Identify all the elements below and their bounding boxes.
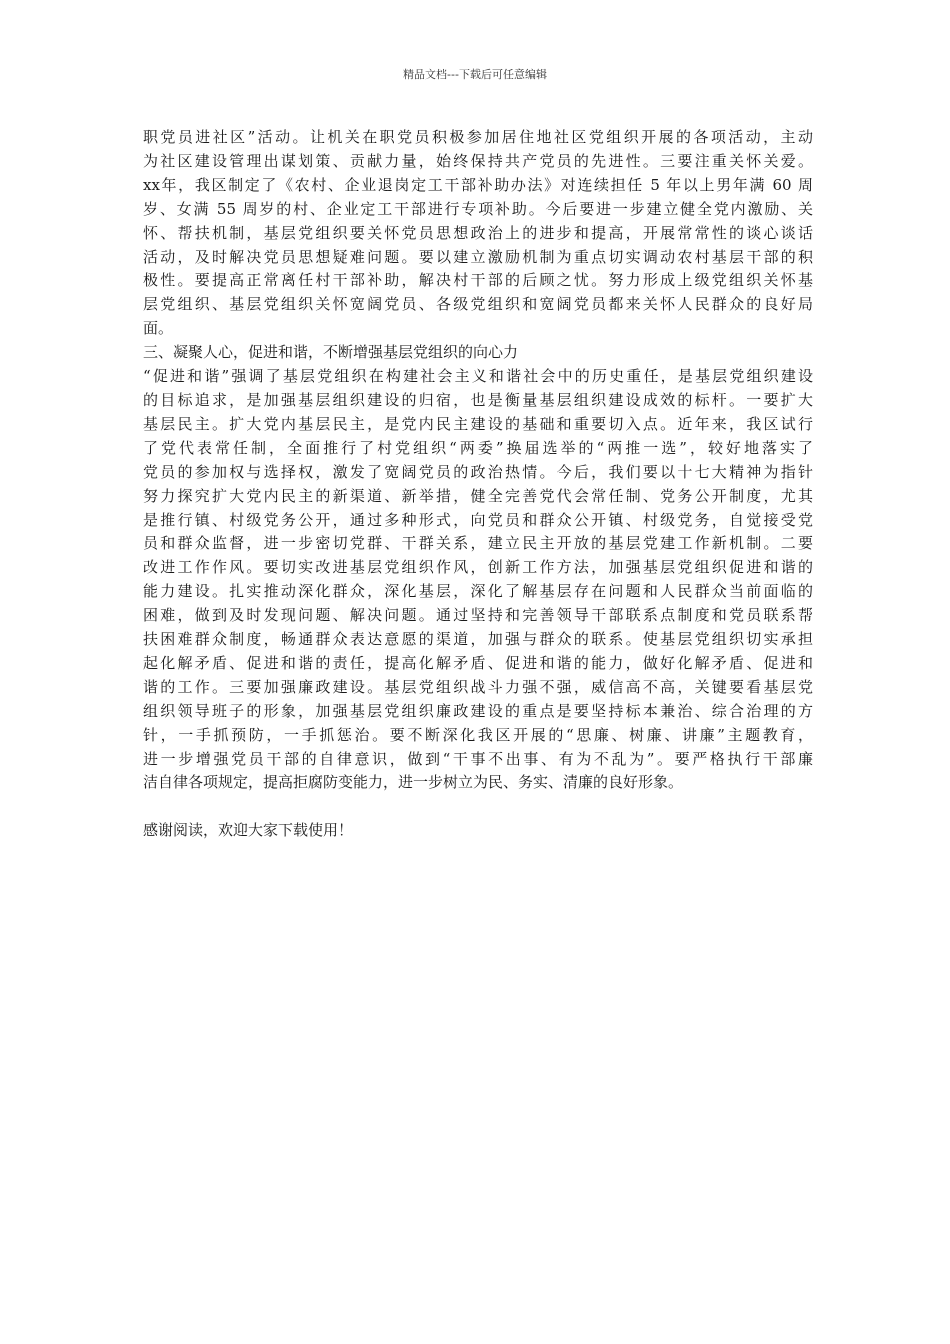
body-line: 员和群众监督，进一步密切党群、干群关系，建立民主开放的基层党建工作新机制。二要 [143, 534, 813, 553]
body-line: 起化解矛盾、促进和谐的责任，提高化解矛盾、促进和谐的能力，做好化解矛盾、促进和 [143, 653, 813, 672]
body-line: 为社区建设管理出谋划策、贡献力量，始终保持共产党员的先进性。三要注重关怀关爱。 [143, 151, 813, 170]
body-line: 层党组织、基层党组织关怀宽阔党员、各级党组织和宽阔党员都来关怀人民群众的良好局 [143, 295, 813, 314]
body-line: “促进和谐”强调了基层党组织在构建社会主义和谐社会中的历史重任，是基层党组织建设 [143, 367, 813, 386]
body-line: 洁自律各项规定，提高拒腐防变能力，进一步树立为民、务实、清廉的良好形象。 [143, 773, 684, 792]
body-line: 极性。要提高正常离任村干部补助，解决村干部的后顾之忧。努力形成上级党组织关怀基 [143, 271, 813, 290]
body-line: 面。 [143, 319, 174, 338]
body-line: 扶困难群众制度，畅通群众表达意愿的渠道，加强与群众的联系。使基层党组织切实承担 [143, 630, 813, 649]
body-line: 组织领导班子的形象，加强基层党组织廉政建设的重点是要坚持标本兼治、综合治理的方 [143, 701, 813, 720]
body-line: xx年，我区制定了《农村、企业退岗定工干部补助办法》对连续担任 5 年以上男年满 60 周 [143, 175, 813, 194]
body-line: 党员的参加权与选择权，激发了宽阔党员的政治热情。今后，我们要以十七大精神为指针 [143, 462, 813, 481]
closing-line: 感谢阅读，欢迎大家下载使用！ [143, 821, 354, 840]
body-line: 基层民主。扩大党内基层民主，是党内民主建设的基础和重要切入点。近年来，我区试行 [143, 414, 813, 433]
body-line: 谐的工作。三要加强廉政建设。基层党组织战斗力强不强，威信高不高，关键要看基层党 [143, 677, 813, 696]
body-line: 能力建设。扎实推动深化群众，深化基层，深化了解基层存在问题和人民群众当前面临的 [143, 582, 813, 601]
body-line: 进一步增强党员干部的自律意识，做到“干事不出事、有为不乱为”。要严格执行干部廉 [143, 749, 813, 768]
body-line: 针，一手抓预防，一手抓惩治。要不断深化我区开展的“思廉、树廉、讲廉”主题教育， [143, 725, 813, 744]
body-line: 职党员进社区”活动。让机关在职党员积极参加居住地社区党组织开展的各项活动，主动 [143, 128, 813, 146]
body-line: 活动，及时解决党员思想疑难问题。要以建立激励机制为重点切实调动农村基层干部的积 [143, 247, 813, 266]
body-line: 岁、女满 55 周岁的村、企业定工干部进行专项补助。今后要进一步建立健全党内激励、关 [143, 199, 813, 218]
body-line: 努力探究扩大党内民主的新渠道、新举措，健全完善党代会常任制、党务公开制度，尤其 [143, 486, 813, 505]
body-line: 的目标追求，是加强基层组织建设的归宿，也是衡量基层组织建设成效的标杆。一要扩大 [143, 390, 813, 409]
document-body [143, 126, 813, 843]
body-line: 是推行镇、村级党务公开，通过多种形式，向党员和群众公开镇、村级党务，自觉接受党 [143, 510, 813, 529]
page-header: 精品文档---下载后可任意编辑 [403, 68, 547, 81]
paragraph-gap [143, 795, 813, 819]
body-line: 困难，做到及时发现问题、解决问题。通过坚持和完善领导干部联系点制度和党员联系帮 [143, 606, 813, 625]
body-line: 三、凝聚人心，促进和谐，不断增强基层党组织的向心力 [143, 343, 519, 362]
body-line: 改进工作作风。要切实改进基层党组织作风，创新工作方法，加强基层党组织促进和谐的 [143, 558, 813, 577]
body-line: 怀、帮扶机制，基层党组织要关怀党员思想政治上的进步和提高，开展常常性的谈心谈话 [143, 223, 813, 242]
body-line: 了党代表常任制，全面推行了村党组织“两委”换届选举的“两推一选”，较好地落实了 [143, 438, 813, 457]
